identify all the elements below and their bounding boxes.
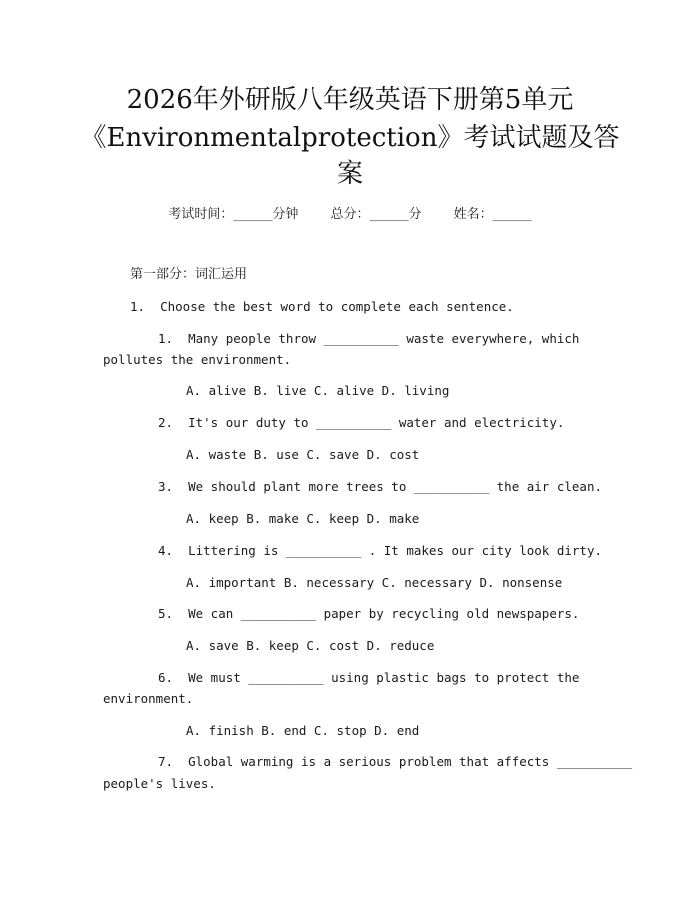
question-3-text: 3. We should plant more trees to __________ the air clean. xyxy=(158,479,603,494)
question-6-text-cont: environment. xyxy=(103,691,194,706)
question-7-text: 7. Global warming is a serious problem that affects __________ xyxy=(158,754,633,769)
exam-meta-row xyxy=(0,206,700,224)
question-1-text-cont: pollutes the environment. xyxy=(103,352,292,367)
total-score-field: 总分：______分 xyxy=(330,207,422,222)
question-2-text: 2. It's our duty to __________ water and electricity. xyxy=(158,415,565,430)
question-5-text: 5. We can __________ paper by recycling old newspapers. xyxy=(158,606,580,621)
question-1-options: A. alive B. live C. alive D. living xyxy=(186,383,450,398)
section-heading: 第一部分：词汇运用 xyxy=(130,267,248,282)
question-7-text-cont: people's lives. xyxy=(103,776,216,791)
exam-title-line-1: 2026年外研版八年级英语下册第5单元 xyxy=(126,85,574,115)
question-1-text: 1. Many people throw __________ waste everywhere, which xyxy=(158,331,580,346)
student-name-field: 姓名：______ xyxy=(453,207,532,222)
question-2-options: A. waste B. use C. save D. cost xyxy=(186,447,420,462)
question-6-options: A. finish B. end C. stop D. end xyxy=(186,723,420,738)
question-4-options: A. important B. necessary C. necessary D. nonsense xyxy=(186,575,563,590)
question-5-options: A. save B. keep C. cost D. reduce xyxy=(186,638,435,653)
instruction-text: 1. Choose the best word to complete each sentence. xyxy=(130,299,514,314)
exam-title-line-3: 案 xyxy=(336,159,363,189)
question-4-text: 4. Littering is __________ . It makes our city look dirty. xyxy=(158,543,603,558)
exam-title-line-2: 《Environmentalprotection》考试试题及答 xyxy=(80,123,620,153)
question-3-options: A. keep B. make C. keep D. make xyxy=(186,511,420,526)
exam-time-field: 考试时间：______分钟 xyxy=(168,207,299,222)
question-6-text: 6. We must __________ using plastic bags to protect the xyxy=(158,670,580,685)
